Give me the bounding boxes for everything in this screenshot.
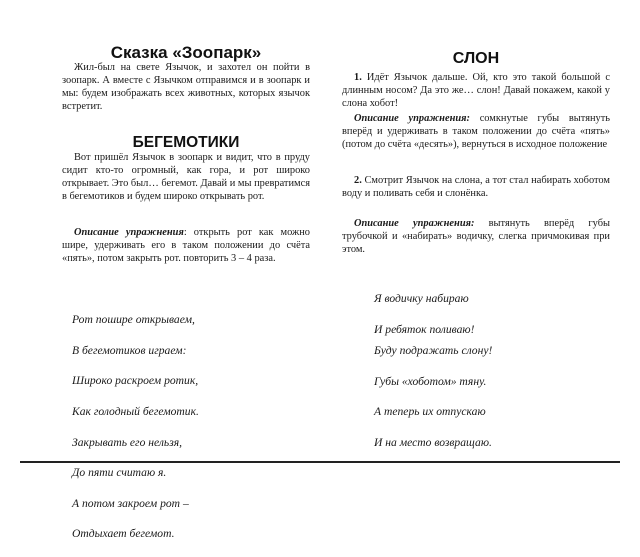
step1-text: Идёт Язычок дальше. Ой, кто это такой большой с длинным носом? Да это же… слон! Давай покажем, какой у слона хобот! [342,72,610,109]
poem-line: А потом закроем рот – [72,496,189,510]
poem-line: Как голодный бегемотик. [72,405,199,419]
poem-line: А теперь их отпускаю [374,405,486,419]
hippo-exercise-text: : открыть рот как можно шире, удерживать его в таком положении до счёта «пять», потом закрыть рот. повторить 3 – 4 раза. [62,227,310,264]
poem-line: До пяти считаю я. [72,466,167,480]
elephant-exercise2-label: Описание упражнения: [354,218,475,229]
poem-line: Широко раскроем ротик, [72,374,199,388]
elephant-exercise1-label: Описание упражнения: [354,113,470,124]
hippo-poem [72,297,199,557]
poem-line: Буду подражать слону! [374,344,493,358]
intro-paragraph: Жил-был на свете Язычок, и захотел он пойти в зоопарк. А вместе с Язычком отправимся и в зоопарк и мы: будем изображать всех животных, которых язычок встретит. [62,62,310,112]
elephant-step1-paragraph [342,72,610,111]
poem-line: Закрывать его нельзя, [72,435,183,449]
hippo-exercise-paragraph [62,227,310,266]
elephant-section-title: СЛОН [452,50,500,67]
elephant-exercise2-paragraph [342,218,610,257]
step2-number: 2. [354,175,362,186]
story-title: Сказка «Зоопарк» [110,43,262,62]
poem-line: Я водичку набираю [374,292,469,306]
elephant-exercise1-text: сомкнутые губы вытянуть вперёд и удерживать в таком положении до счёта «пять» (потом до счёта «десять»), вернуться в исходное положение [342,113,611,150]
step2-text: Смотрит Язычок на слона, а тот стал набирать хоботом воду и поливать себя и слонёнка. [342,175,610,199]
step1-number: 1. [354,72,362,83]
poem-line: И ребяток поливаю! [374,322,475,336]
hippo-section-title: БЕГЕМОТИКИ [132,134,240,151]
elephant-step2-paragraph [342,175,610,201]
hippo-story-paragraph: Вот пришёл Язычок в зоопарк и видит, что в пруду сидит кто-то огромный, как гора, и рот широко открывает. Это был… бегемот. Давай и мы превратимся в бегемотиков и будем широко открывать рот. [62,152,310,202]
poem-line: Рот пошире открываем, [72,313,195,327]
elephant-exercise2-text: вытянуть вперёд губы трубочкой и «набирать» водичку, слегка причмокивая при этом. [342,218,610,255]
hippo-exercise-label: Описание упражнения [74,227,184,238]
poem-line: И на место возвращаю. [374,436,492,450]
bottom-divider [20,461,620,463]
elephant-exercise1-paragraph [342,113,610,152]
elephant-poem-2 [374,328,492,466]
poem-line: Губы «хоботом» тяну. [374,374,487,388]
poem-line: В бегемотиков играем: [72,343,187,357]
poem-line: Отдыхает бегемот. [72,527,175,541]
